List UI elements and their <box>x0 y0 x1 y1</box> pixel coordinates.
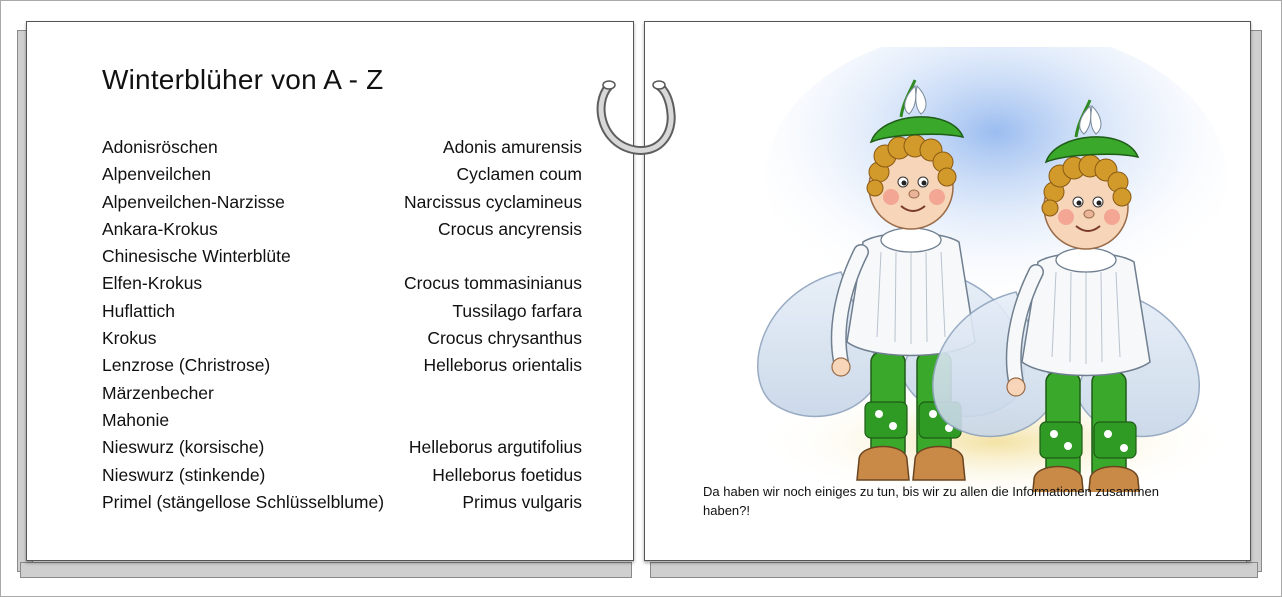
plant-row <box>102 243 582 270</box>
plant-common-name: Alpenveilchen <box>102 164 211 185</box>
plant-common-name: Elfen-Krokus <box>102 273 203 294</box>
plant-common-name: Krokus <box>102 328 157 349</box>
plant-common-name: Ankara-Krokus <box>102 218 218 239</box>
plant-row <box>102 407 582 434</box>
plant-row <box>102 134 582 161</box>
plant-latin-name: Narcissus cyclamineus <box>404 191 582 212</box>
plant-latin-name: Helleborus foetidus <box>432 464 582 485</box>
plant-list <box>102 134 582 516</box>
plant-common-name: Chinesische Winterblüte <box>102 246 291 267</box>
plant-row <box>102 298 582 325</box>
plant-row <box>102 325 582 352</box>
plant-common-name: Huflattich <box>102 300 175 321</box>
right-page-stack-bottom <box>650 562 1258 578</box>
plant-latin-name: Adonis amurensis <box>442 137 582 157</box>
plant-row <box>102 380 582 407</box>
plant-row <box>102 270 582 297</box>
plant-latin-name: Tussilago farfara <box>452 300 582 321</box>
snowdrop-elves-illustration <box>741 47 1251 492</box>
plant-latin-name: Crocus tommasinianus <box>404 273 582 294</box>
plant-row <box>102 462 582 489</box>
plant-latin-name: Helleborus argutifolius <box>408 437 582 458</box>
plant-row <box>102 189 582 216</box>
plant-common-name: Adonisröschen <box>102 137 218 157</box>
plant-row <box>102 489 582 516</box>
plant-latin-name: Crocus ancyrensis <box>438 218 582 239</box>
plant-latin-name: Primus vulgaris <box>462 491 582 512</box>
binder-ring-icon <box>595 74 677 158</box>
speech-caption: Da haben wir noch einiges zu tun, bis wir zu allen die Informationen zusammen haben?! <box>703 484 1159 518</box>
left-page-stack-bottom <box>20 562 632 578</box>
left-page <box>26 21 634 561</box>
plant-common-name: Märzenbecher <box>102 382 214 403</box>
plant-row <box>102 352 582 379</box>
plant-common-name: Nieswurz (stinkende) <box>102 464 266 485</box>
plant-common-name: Mahonie <box>102 409 170 430</box>
plant-common-name: Alpenveilchen-Narzisse <box>102 191 285 212</box>
plant-common-name: Lenzrose (Christrose) <box>102 355 271 376</box>
plant-latin-name: Helleborus orientalis <box>423 355 582 376</box>
plant-row <box>102 216 582 243</box>
plant-row <box>102 161 582 188</box>
plant-latin-name: Crocus chrysanthus <box>427 328 582 349</box>
plant-common-name: Primel (stängellose Schlüsselblume) <box>102 491 385 512</box>
plant-common-name: Nieswurz (korsische) <box>102 437 265 458</box>
plant-row <box>102 434 582 461</box>
right-page[interactable] <box>644 21 1251 561</box>
plant-latin-name: Cyclamen coum <box>456 164 582 185</box>
page-title: Winterblüher von A - Z <box>102 64 384 95</box>
